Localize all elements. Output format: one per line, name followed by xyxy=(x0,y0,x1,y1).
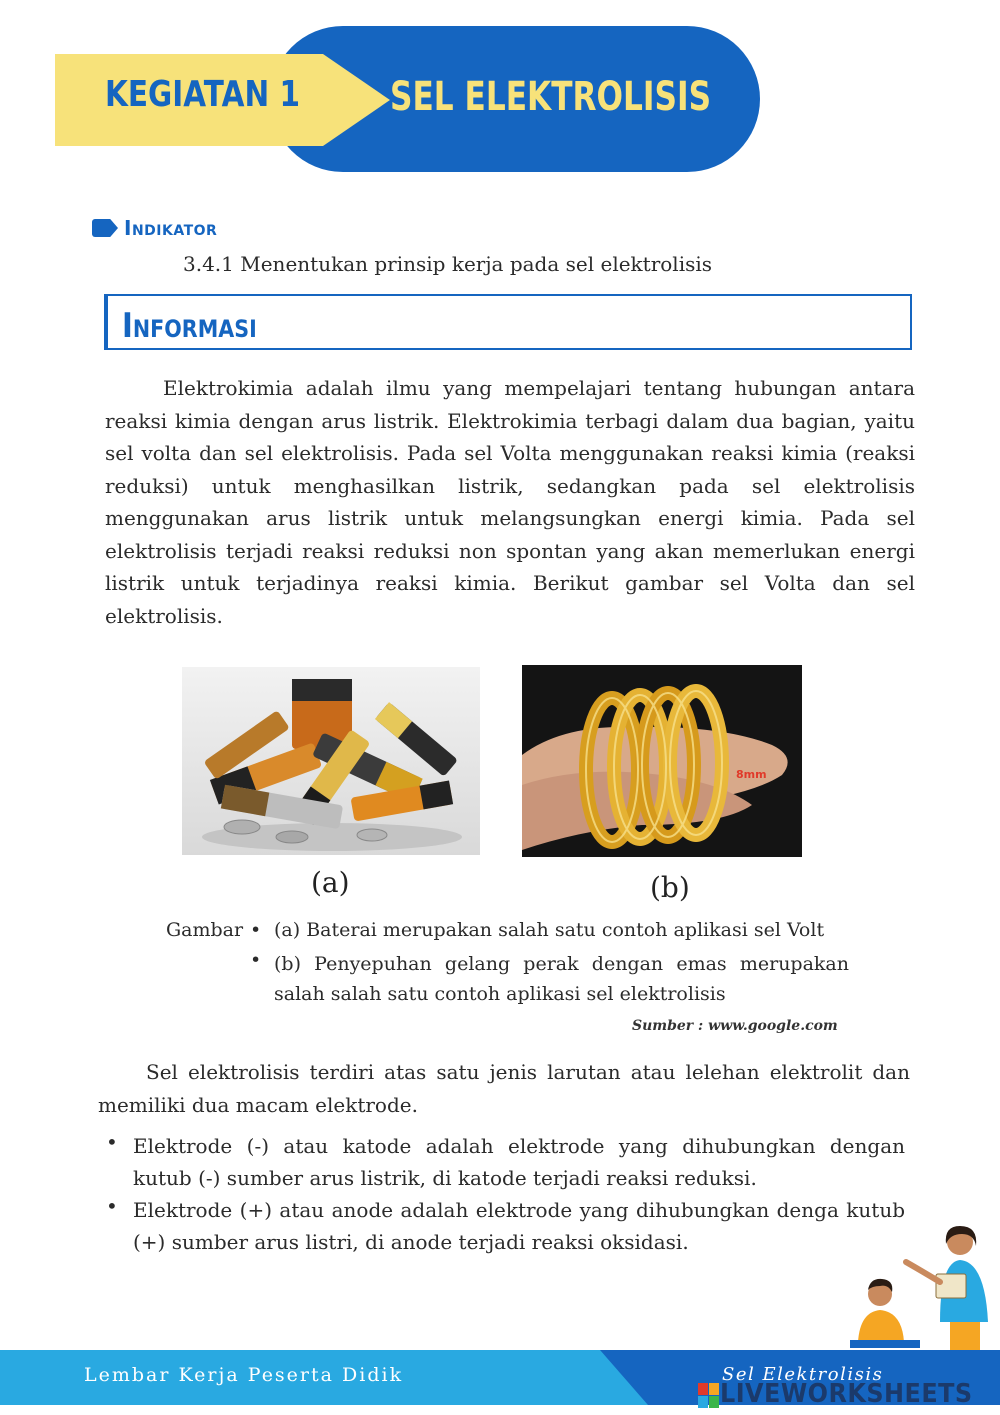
list-item: Elektrode (-) atau katode adalah elektrode yang dihubungkan dengan kutub (-) sumber arus listrik, di katode terjadi reaksi reduksi. xyxy=(133,1134,905,1190)
caption-a-text: (a) Baterai merupakan salah satu contoh aplikasi sel Volt xyxy=(274,919,825,941)
footer-left-text: Lembar Kerja Peserta Didik xyxy=(84,1364,404,1386)
figure-label-b: (b) xyxy=(650,871,690,904)
indikator-text: 3.4.1 Menentukan prinsip kerja pada sel elektrolisis xyxy=(183,252,713,276)
caption-bullet: • xyxy=(250,949,262,971)
informasi-paragraph: Elektrokimia adalah ilmu yang mempelajari tentang hubungan antara reaksi kimia dengan arus listrik. Elektrokimia terbagi dalam dua bagian, yaitu sel volta dan sel elektrolisis. Pada sel Volta menggunakan reaksi kimia (reaksi reduksi) untuk menghasilkan listrik, sedangkan pada sel elektrolisis menggunakan arus listrik untuk melangsungkan energi kimia. Pada sel elektrolisis terjadi reaksi reduksi non spontan yang akan memerlukan energi listrik untuk terjadinya reaksi kimia. Berikut gambar sel Volta dan sel elektrolisis. xyxy=(105,376,915,628)
list-bullet: • xyxy=(106,1130,118,1154)
size-mark-label: 8mm xyxy=(736,768,767,781)
footer-right-text: Sel Elektrolisis xyxy=(722,1364,884,1385)
teacher-student-illustration xyxy=(840,1222,1000,1357)
activity-label: KEGIATAN 1 xyxy=(105,74,301,115)
liveworksheets-brand[interactable]: LIVEWORKSHEETS xyxy=(720,1379,973,1409)
list-item: Elektrode (+) atau anode adalah elektrode yang dihubungkan denga kutub (+) sumber arus listri, di anode terjadi reaksi oksidasi. xyxy=(133,1198,905,1254)
page-title: SEL ELEKTROLISIS xyxy=(390,74,712,120)
liveworksheets-logo-icon xyxy=(698,1383,720,1409)
figure-label-a: (a) xyxy=(311,866,350,899)
list-bullet: • xyxy=(106,1194,118,1218)
gold-bangles-image xyxy=(522,665,802,857)
informasi-heading: Informasi xyxy=(122,306,257,346)
caption-bullet: • xyxy=(250,919,262,941)
source-credit: Sumber : www.google.com xyxy=(632,1018,838,1034)
indikator-heading: Indikator xyxy=(124,216,218,240)
caption-label: Gambar xyxy=(166,919,244,941)
batteries-image xyxy=(182,667,480,855)
body-paragraph: Sel elektrolisis terdiri atas satu jenis larutan atau lelehan elektrolit dan memiliki dua macam elektrode. xyxy=(98,1060,910,1117)
caption-b-text: (b) Penyepuhan gelang perak dengan emas merupakan salah salah satu contoh aplikasi sel elektrolisis xyxy=(274,953,849,1005)
arrow-tag-icon xyxy=(92,219,118,237)
